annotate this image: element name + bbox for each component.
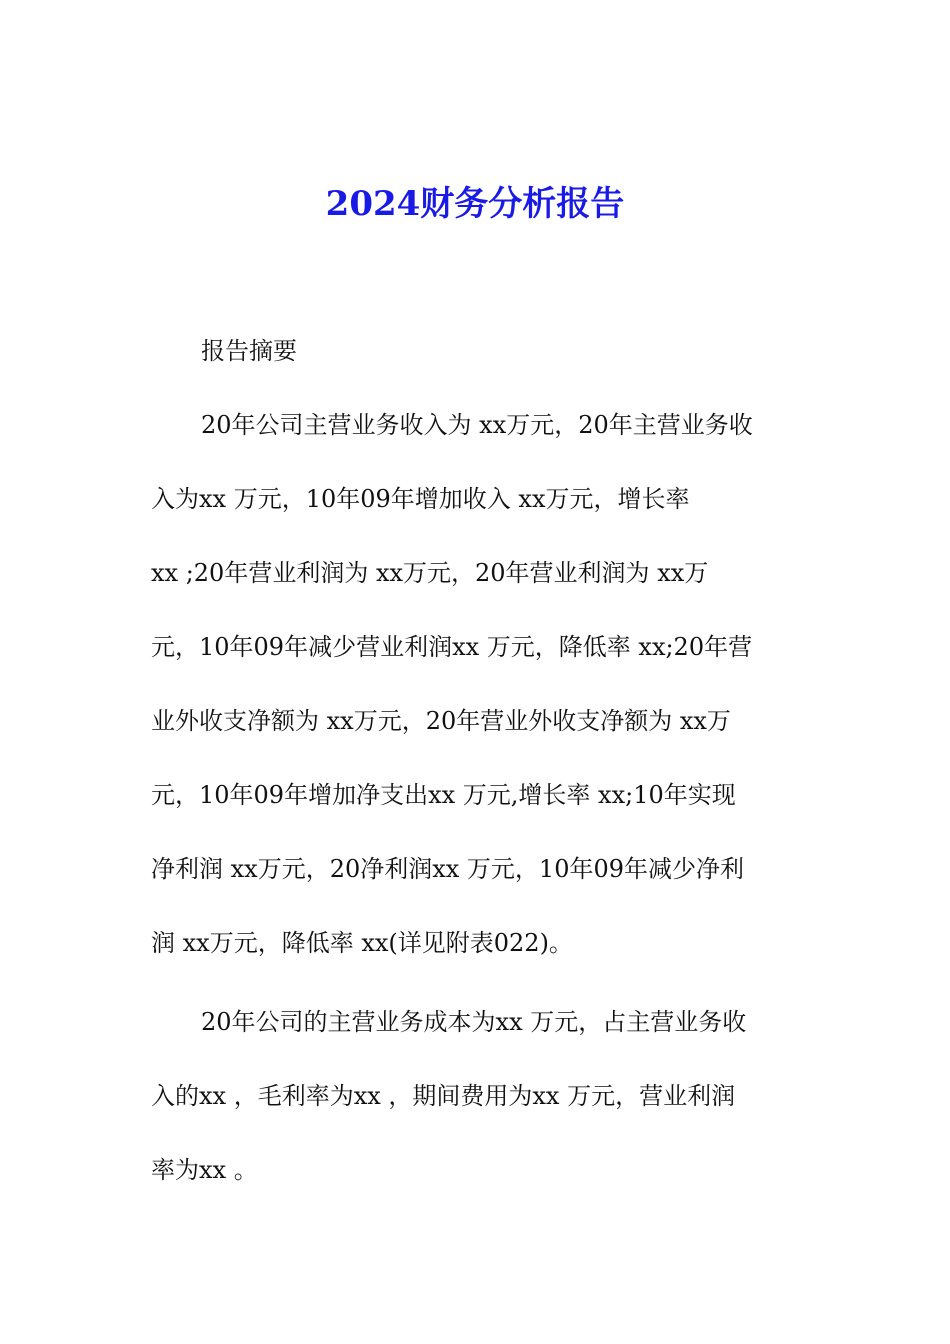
document-title: 2024财务分析报告 (325, 184, 625, 224)
paragraph1-line: 润 xx万元，降低率 xx(详见附表022)。 (151, 929, 573, 957)
paragraph1-line: xx ;20年营业利润为 xx万元，20年营业利润为 xx万 (151, 559, 709, 587)
paragraph1-line: 净利润 xx万元，20净利润xx 万元，10年09年减少净利 (151, 855, 745, 883)
section-heading: 报告摘要 (201, 337, 297, 365)
paragraph1-line: 业外收支净额为 xx万元，20年营业外收支净额为 xx万 (151, 707, 731, 735)
paragraph2-line: 入的xx ，毛利率为xx ，期间费用为xx 万元，营业利润 (151, 1082, 736, 1110)
paragraph2-line: 20年公司的主营业务成本为xx 万元，占主营业务收 (201, 1008, 747, 1036)
paragraph2-line: 率为xx 。 (151, 1156, 258, 1184)
paragraph1-line: 元，10年09年增加净支出xx 万元,增长率 xx;10年实现 (151, 781, 736, 809)
paragraph1-line: 20年公司主营业务收入为 xx万元，20年主营业务收 (201, 411, 753, 439)
paragraph1-line: 入为xx 万元，10年09年增加收入 xx万元，增长率 (151, 485, 690, 513)
paragraph1-line: 元，10年09年减少营业利润xx 万元，降低率 xx;20年营 (151, 633, 753, 661)
